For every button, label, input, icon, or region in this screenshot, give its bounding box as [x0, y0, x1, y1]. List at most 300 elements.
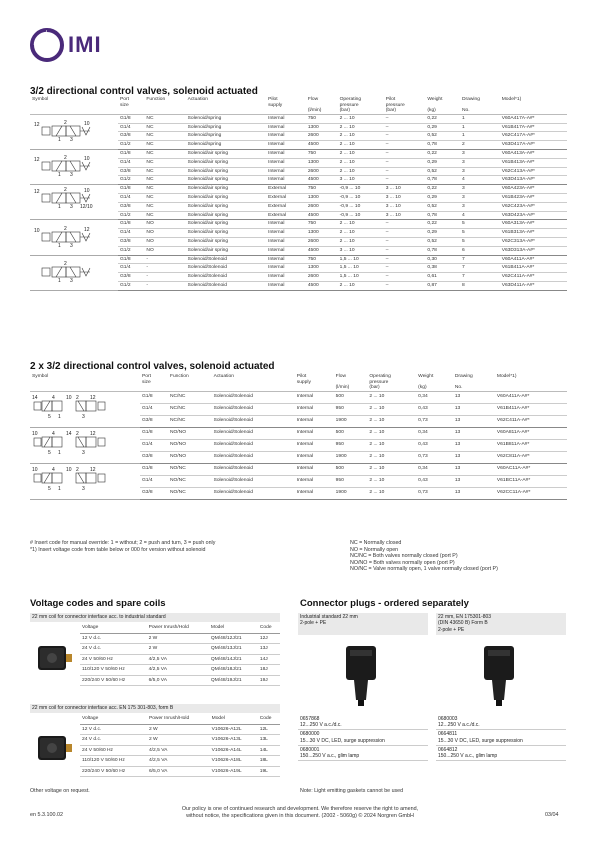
plugs-footnote: Note: Light emitting gaskets cannot be used — [300, 788, 404, 794]
svg-text:3: 3 — [70, 172, 73, 178]
cell-function: - — [144, 273, 185, 282]
valve-symbol-icon — [30, 185, 118, 220]
cell-actuation: Solenoid/Solenoid — [186, 281, 267, 290]
cell-actuation: Solenoid/Solenoid — [212, 439, 295, 451]
coil-header-row — [80, 623, 280, 633]
svg-text:3: 3 — [82, 486, 85, 493]
coil-cell: V10626-A18L — [210, 756, 258, 767]
cell-weight: 0,22 — [425, 149, 460, 158]
coil-row — [80, 654, 280, 665]
column-header-function: Function — [144, 97, 185, 114]
cell-weight: 0,29 — [425, 229, 460, 238]
cell-model: V63D313A-A#* — [500, 246, 567, 255]
coil-cell: 14L — [258, 745, 280, 756]
plug-part-number: 0664812 — [438, 746, 458, 753]
column-header-function: Function — [168, 374, 212, 391]
cell-port: G1/2 — [118, 141, 144, 150]
cell-pilot: Internal — [266, 167, 306, 176]
column-header-port: Port size — [140, 374, 168, 391]
column-header-weight: Weight (kg) — [416, 374, 453, 391]
cell-weight: 0,34 — [416, 427, 453, 439]
coil-cell: 2 W — [147, 724, 210, 735]
cell-flow: 750 — [306, 255, 338, 264]
footer-code: en 5.3.100.02 — [30, 812, 63, 818]
svg-text:4: 4 — [52, 467, 55, 474]
cell-weight: 0,34 — [416, 463, 453, 475]
cell-op: 2 ... 10 — [338, 114, 384, 123]
cell-op: 1,5 ... 10 — [338, 255, 384, 264]
coil-cell: 13L — [258, 735, 280, 746]
cell-op: -0,9 ... 10 — [338, 211, 384, 220]
cell-function: NC — [144, 149, 185, 158]
cell-actuation: Solenoid/Solenoid — [212, 451, 295, 463]
cell-model: V61B411A-A#* — [495, 403, 567, 415]
cell-actuation: Solenoid/air spring — [186, 237, 267, 246]
plug-part-number: 0680001 — [300, 746, 320, 753]
section1-title: 3/2 directional control valves, solenoid actuated — [30, 86, 258, 97]
cell-drawing: 3 — [460, 149, 500, 158]
cell-pilotp: 3 ... 10 — [384, 202, 426, 211]
cell-weight: 0,73 — [416, 487, 453, 499]
cell-actuation: Solenoid/air spring — [186, 176, 267, 185]
cell-pilot: External — [266, 185, 306, 194]
cell-weight: 0,29 — [425, 158, 460, 167]
column-header-symbol: Symbol — [30, 97, 118, 114]
cell-op: 2 ... 10 — [367, 487, 416, 499]
cell-actuation: Solenoid/spring — [186, 123, 267, 132]
cell-function: NO/NC — [168, 487, 212, 499]
footer-policy-line: Our policy is one of continued research and development. We therefore reserve the right to amend, — [181, 806, 419, 812]
valve-symbol-icon — [30, 114, 118, 149]
plug-head-line: 2-pole + PE — [300, 620, 327, 627]
cell-pilot: Internal — [266, 114, 306, 123]
valve-symbol-icon — [30, 220, 118, 255]
table-header-row — [30, 374, 567, 391]
coil-image-1 — [34, 640, 74, 676]
cell-op: 2 ... 10 — [338, 220, 384, 229]
cell-pilot: Internal — [295, 463, 334, 475]
cell-actuation: Solenoid/Solenoid — [186, 264, 267, 273]
cell-model: V60A313A-A#* — [500, 220, 567, 229]
svg-text:3: 3 — [70, 242, 73, 248]
cell-pilot: Internal — [266, 246, 306, 255]
column-header-op: Operating pressure (bar) — [338, 97, 384, 114]
cell-port: G1/4 — [118, 229, 144, 238]
cell-port: G1/8 — [118, 220, 144, 229]
cell-op: 2 ... 10 — [338, 132, 384, 141]
cell-flow: 4500 — [306, 281, 338, 290]
cell-weight: 0,78 — [425, 246, 460, 255]
legend-line: NO/NO = Both valves normally open (port P) — [350, 559, 455, 566]
cell-actuation: Solenoid/Solenoid — [212, 475, 295, 487]
cell-model: V63D413A-A#* — [500, 176, 567, 185]
cell-pilotp: – — [384, 123, 426, 132]
column-header-actuation: Actuation — [186, 97, 267, 114]
svg-text:10: 10 — [66, 395, 72, 402]
svg-text:2: 2 — [76, 467, 79, 474]
cell-op: 2 ... 10 — [367, 415, 416, 427]
cell-pilotp: – — [384, 141, 426, 150]
coil-cell: QM/48/13J/21 — [209, 644, 258, 655]
coil-header-row — [80, 714, 280, 724]
cell-flow: 950 — [334, 403, 368, 415]
plug-description: 150...250 V a.c., glim lamp — [438, 753, 498, 760]
table-2x3-2-valves — [30, 374, 567, 500]
cell-function: NC — [144, 211, 185, 220]
cell-pilot: Internal — [295, 415, 334, 427]
coil-cell: 2 W — [147, 633, 209, 644]
cell-weight: 0,22 — [425, 220, 460, 229]
coil-row — [80, 665, 280, 676]
cell-drawing: 13 — [453, 487, 495, 499]
cell-flow: 1900 — [334, 487, 368, 499]
coil-cell: 12J — [258, 633, 280, 644]
cell-function: NC/NC — [168, 415, 212, 427]
coil-cell: QM/48/19J/21 — [209, 675, 258, 686]
cell-actuation: Solenoid/Solenoid — [186, 273, 267, 282]
cell-flow: 500 — [334, 391, 368, 403]
coil-row — [80, 675, 280, 686]
cell-model: V62C811A-A#* — [495, 451, 567, 463]
cell-pilot: Internal — [266, 255, 306, 264]
cell-drawing: 3 — [460, 202, 500, 211]
svg-text:1: 1 — [58, 414, 61, 421]
column-header-pilot: Pilot supply — [295, 374, 334, 391]
cell-function: NO/NC — [168, 463, 212, 475]
legend-line: NO = Normally open — [350, 546, 399, 553]
svg-text:2: 2 — [64, 155, 67, 162]
cell-actuation: Solenoid/spring — [186, 141, 267, 150]
coil-row — [80, 766, 280, 777]
plug-part-number: 0680000 — [300, 731, 320, 738]
column-header-flow: Flow (l/min) — [306, 97, 338, 114]
svg-text:10: 10 — [32, 431, 38, 438]
plug-row — [298, 746, 428, 761]
cell-pilot: Internal — [295, 475, 334, 487]
cell-weight: 0,78 — [425, 176, 460, 185]
coil-column-header: Power Inrush/Hold — [147, 714, 210, 724]
svg-text:10: 10 — [84, 188, 90, 195]
coil-cell: 24 V 50/60 Hz — [80, 654, 147, 665]
cell-actuation: Solenoid/Solenoid — [212, 463, 295, 475]
cell-function: NC — [144, 158, 185, 167]
plug-image-industrial — [298, 635, 428, 715]
cell-drawing: 4 — [460, 211, 500, 220]
coil-cell: 24 V d.c. — [80, 735, 147, 746]
cell-model: V61B411A-A#* — [500, 264, 567, 273]
cell-drawing: 13 — [453, 475, 495, 487]
cell-drawing: 7 — [460, 273, 500, 282]
cell-flow: 1300 — [306, 193, 338, 202]
table-row — [30, 220, 567, 229]
svg-text:1: 1 — [58, 172, 61, 178]
cell-op: 2 ... 10 — [338, 158, 384, 167]
coil-row — [80, 745, 280, 756]
svg-text:3: 3 — [82, 414, 85, 421]
cell-port: G1/2 — [118, 281, 144, 290]
cell-weight: 0,73 — [416, 451, 453, 463]
coil-cell: 13J — [258, 644, 280, 655]
column-header-model: Model*1) — [495, 374, 567, 391]
cell-model: V62C423A-A#* — [500, 202, 567, 211]
footer-policy-line: without notice, the specifications given in this document. (2002 - 5060g) © 2024 Norgren GmbH — [186, 813, 414, 819]
cell-port: G3/8 — [140, 451, 168, 463]
valve-symbol-icon — [30, 149, 118, 184]
coil-cell: QM/48/18J/21 — [209, 665, 258, 676]
table-row — [30, 185, 567, 194]
cell-model: V63D417A-A#* — [500, 141, 567, 150]
cell-pilot: Internal — [266, 123, 306, 132]
coils-footnote: Other voltage on request. — [30, 788, 90, 794]
cell-port: G1/4 — [118, 193, 144, 202]
cell-actuation: Solenoid/air spring — [186, 167, 267, 176]
cell-pilot: Internal — [295, 427, 334, 439]
column-header-symbol: Symbol — [30, 374, 140, 391]
plug-description: 15...30 V DC, LED, surge suppression — [300, 737, 385, 744]
coil-cell: 2 W — [147, 735, 210, 746]
svg-text:1: 1 — [58, 136, 61, 142]
cell-model: V60AC11A-A#* — [495, 463, 567, 475]
cell-model: V61B417A-A#* — [500, 123, 567, 132]
plug-column-en175301 — [436, 613, 566, 761]
coil-cell: 19L — [258, 766, 280, 777]
cell-drawing: 4 — [460, 176, 500, 185]
plug-head-line: 22 mm, EN 175301-803 — [438, 614, 492, 620]
svg-text:10: 10 — [84, 120, 90, 127]
svg-text:2: 2 — [64, 187, 67, 194]
cell-op: 1,5 ... 10 — [338, 273, 384, 282]
table-row — [30, 255, 567, 264]
cell-actuation: Solenoid/Solenoid — [186, 255, 267, 264]
coil-column-header: Power Inrush/Hold — [147, 623, 209, 633]
cell-actuation: Solenoid/spring — [186, 114, 267, 123]
cell-model: V63D411A-A#* — [500, 281, 567, 290]
plug-head-line: Industrial standard 22 mm — [300, 614, 358, 620]
cell-function: NO — [144, 246, 185, 255]
cell-pilotp: – — [384, 229, 426, 238]
section2-title: 2 x 3/2 directional control valves, solenoid actuated — [30, 361, 275, 372]
cell-actuation: Solenoid/air spring — [186, 149, 267, 158]
coil-row — [80, 644, 280, 655]
brand-logo — [30, 28, 102, 62]
coil-column-header: Code — [258, 623, 280, 633]
cell-port: G1/8 — [118, 149, 144, 158]
cell-pilot: Internal — [266, 141, 306, 150]
coil-cell: V10626-A19L — [210, 766, 258, 777]
cell-function: NO — [144, 229, 185, 238]
cell-model: V60A417A-A#* — [500, 114, 567, 123]
cell-pilotp: – — [384, 237, 426, 246]
column-header-pilotp: Pilot pressure (bar) — [384, 97, 426, 114]
cell-pilot: Internal — [295, 391, 334, 403]
cell-op: 2 ... 10 — [367, 451, 416, 463]
coil-cell: V10626-A13L — [210, 735, 258, 746]
cell-drawing: 1 — [460, 132, 500, 141]
svg-text:2: 2 — [76, 395, 79, 402]
cell-model: V63D423A-A#* — [500, 211, 567, 220]
cell-pilot: Internal — [266, 273, 306, 282]
cell-function: NC — [144, 132, 185, 141]
valve-symbol-icon — [30, 255, 118, 290]
cell-drawing: 13 — [453, 463, 495, 475]
cell-weight: 0,34 — [416, 391, 453, 403]
cell-pilot: Internal — [266, 264, 306, 273]
cell-actuation: Solenoid/air spring — [186, 220, 267, 229]
cell-actuation: Solenoid/Solenoid — [212, 391, 295, 403]
logo-circle-icon — [30, 28, 64, 62]
cell-pilot: Internal — [266, 229, 306, 238]
svg-text:10: 10 — [84, 156, 90, 163]
cell-drawing: 1 — [460, 114, 500, 123]
svg-text:4: 4 — [52, 395, 55, 402]
cell-pilot: Internal — [266, 158, 306, 167]
cell-port: G1/4 — [140, 439, 168, 451]
cell-op: 1,5 ... 10 — [338, 264, 384, 273]
cell-pilot: Internal — [266, 220, 306, 229]
cell-port: G3/8 — [118, 202, 144, 211]
cell-flow: 1300 — [306, 123, 338, 132]
cell-function: NO — [144, 237, 185, 246]
cell-port: G3/8 — [118, 132, 144, 141]
coil-column-header: Model — [209, 623, 258, 633]
cell-drawing: 13 — [453, 427, 495, 439]
cell-flow: 1900 — [334, 451, 368, 463]
cell-weight: 0,38 — [425, 264, 460, 273]
coil-column-header: Voltage — [80, 623, 147, 633]
column-header-actuation: Actuation — [212, 374, 295, 391]
cell-weight: 0,61 — [425, 273, 460, 282]
coil-cell: 14J — [258, 654, 280, 665]
svg-text:3: 3 — [70, 136, 73, 142]
coil-cell: 12 V d.c. — [80, 633, 147, 644]
svg-text:12: 12 — [90, 395, 96, 402]
svg-text:1: 1 — [58, 450, 61, 457]
cell-flow: 500 — [334, 463, 368, 475]
cell-op: 2 ... 10 — [338, 141, 384, 150]
svg-text:2: 2 — [64, 225, 67, 232]
cell-flow: 1900 — [334, 415, 368, 427]
cell-op: -0,9 ... 10 — [338, 185, 384, 194]
coil-cell: 4/2,5 VA — [147, 756, 210, 767]
coil-row — [80, 756, 280, 767]
cell-model: V60A411A-A#* — [500, 255, 567, 264]
cell-flow: 500 — [334, 427, 368, 439]
cell-drawing: 8 — [460, 281, 500, 290]
column-header-op: Operating pressure (bar) — [367, 374, 416, 391]
svg-text:5: 5 — [48, 414, 51, 421]
cell-actuation: Solenoid/air spring — [186, 185, 267, 194]
cell-actuation: Solenoid/spring — [186, 132, 267, 141]
cell-op: 2 ... 10 — [367, 391, 416, 403]
cell-model: V60A413A-A#* — [500, 149, 567, 158]
cell-flow: 950 — [334, 475, 368, 487]
cell-function: NC — [144, 123, 185, 132]
cell-function: NO/NO — [168, 451, 212, 463]
cell-model: V62C411A-A#* — [500, 273, 567, 282]
cell-pilotp: – — [384, 255, 426, 264]
cell-drawing: 13 — [453, 439, 495, 451]
cell-actuation: Solenoid/air spring — [186, 193, 267, 202]
cell-pilot: Internal — [295, 403, 334, 415]
column-header-drawing: Drawing No. — [460, 97, 500, 114]
table-row — [30, 391, 567, 403]
cell-pilot: External — [266, 211, 306, 220]
svg-text:14: 14 — [32, 395, 38, 402]
coil-cell: 110/120 V 50/60 Hz — [80, 756, 147, 767]
cell-pilot: External — [266, 193, 306, 202]
cell-pilot: Internal — [295, 451, 334, 463]
plug-head — [298, 613, 428, 635]
coil-row — [80, 735, 280, 746]
cell-weight: 0,52 — [425, 237, 460, 246]
cell-model: V61B811A-A#* — [495, 439, 567, 451]
cell-op: 3 ... 10 — [338, 176, 384, 185]
svg-text:3: 3 — [70, 204, 73, 211]
coil-column-header: Model — [210, 714, 258, 724]
cell-op: 3 ... 10 — [338, 246, 384, 255]
coil-cell: 220/240 V 50/60 Hz — [80, 766, 147, 777]
svg-text:2: 2 — [76, 431, 79, 438]
coil-cell: 12 V d.c. — [80, 724, 147, 735]
table-row — [30, 114, 567, 123]
cell-function: NC — [144, 202, 185, 211]
cell-actuation: Solenoid/Solenoid — [212, 427, 295, 439]
coil-image-2 — [34, 730, 74, 766]
cell-op: 2 ... 10 — [367, 463, 416, 475]
column-header-model: Model*1) — [500, 97, 567, 114]
cell-port: G1/4 — [118, 123, 144, 132]
cell-function: NC — [144, 193, 185, 202]
cell-flow: 2600 — [306, 202, 338, 211]
cell-port: G3/8 — [118, 273, 144, 282]
cell-flow: 750 — [306, 185, 338, 194]
cell-drawing: 3 — [460, 167, 500, 176]
legend-line: NC = Normally closed — [350, 540, 402, 546]
cell-port: G1/8 — [140, 427, 168, 439]
coil-cell: 12L — [258, 724, 280, 735]
coil-cell: 4/2,5 VA — [147, 745, 210, 756]
coil-cell: 4/2,5 VA — [147, 665, 209, 676]
cell-weight: 0,78 — [425, 141, 460, 150]
cell-pilotp: – — [384, 281, 426, 290]
cell-flow: 1300 — [306, 158, 338, 167]
plug-row — [436, 730, 566, 745]
coil-table1 — [80, 623, 280, 686]
cell-op: 2 ... 10 — [338, 167, 384, 176]
coil-cell: QM/48/14J/21 — [209, 654, 258, 665]
cell-flow: 4500 — [306, 176, 338, 185]
coil-cell: 6/5,0 VA — [147, 766, 210, 777]
legend-line: NC/NC = Both valves normally closed (port P) — [350, 553, 458, 560]
brand-name: IMI — [68, 32, 102, 57]
cell-model: V62C413A-A#* — [500, 167, 567, 176]
cell-op: 2 ... 10 — [367, 427, 416, 439]
cell-drawing: 7 — [460, 255, 500, 264]
cell-pilotp: – — [384, 264, 426, 273]
svg-text:14: 14 — [66, 431, 72, 438]
cell-port: G1/2 — [118, 246, 144, 255]
svg-text:12: 12 — [34, 189, 40, 196]
svg-text:10: 10 — [32, 467, 38, 474]
cell-weight: 0,22 — [425, 185, 460, 194]
coil-cell: 24 V d.c. — [80, 644, 147, 655]
svg-text:1: 1 — [58, 277, 61, 283]
svg-text:12: 12 — [84, 226, 90, 233]
cell-flow: 2600 — [306, 237, 338, 246]
cell-weight: 0,87 — [425, 281, 460, 290]
cell-pilotp: – — [384, 149, 426, 158]
coil-cell: 19J — [258, 675, 280, 686]
